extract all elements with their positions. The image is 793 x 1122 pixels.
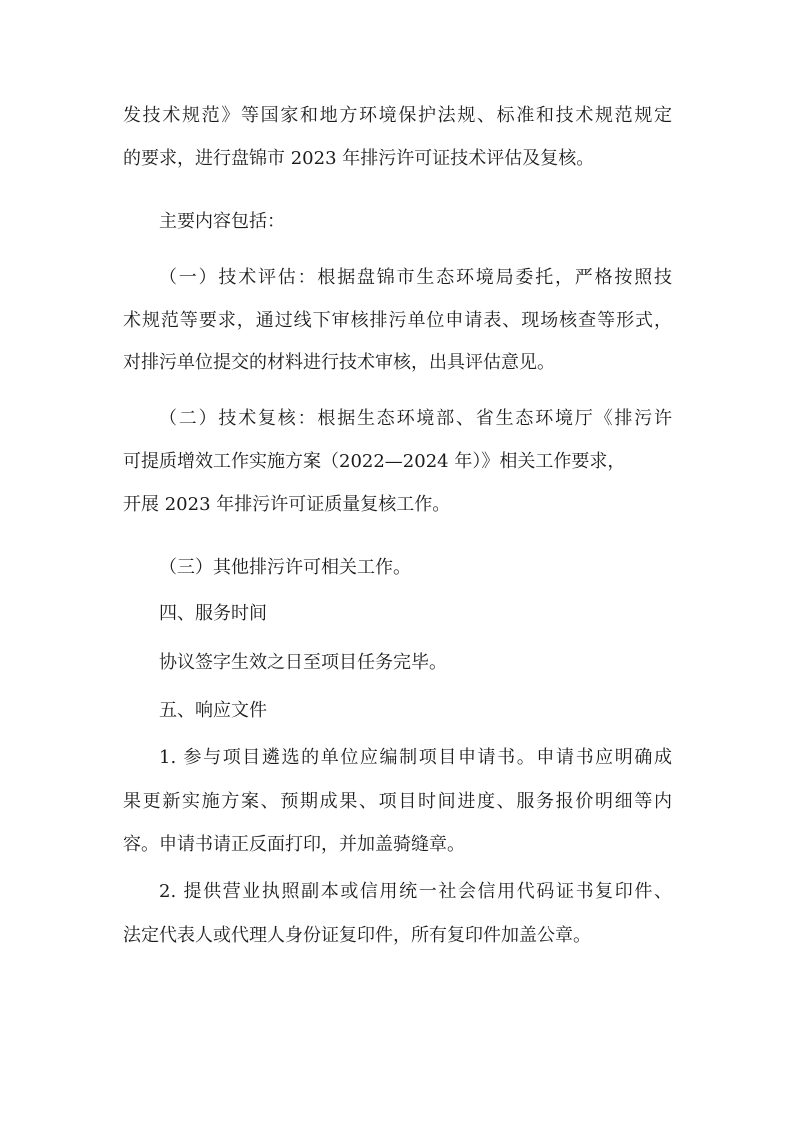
text-line: 2. 提供营业执照副本或信用统一社会信用代码证书复印件、 (159, 881, 672, 902)
section-heading: 四、服务时间 (159, 603, 267, 624)
text-line: 的要求，进行盘锦市 2023 年排污许可证技术评估及复核。 (123, 148, 595, 169)
text-line: 开展 2023 年排污许可证质量复核工作。 (123, 494, 451, 515)
text-line: 法定代表人或代理人身份证复印件，所有复印件加盖公章。 (123, 925, 591, 946)
text-line: 可提质增效工作实施方案（2022—2024 年）》相关工作要求， (123, 451, 626, 472)
text-line: 发技术规范》等国家和地方环境保护法规、标准和技术规范规定 (123, 105, 672, 126)
section-intro: 主要内容包括： (159, 211, 285, 232)
section-heading: 五、响应文件 (159, 700, 267, 721)
text-line: 果更新实施方案、预期成果、项目时间进度、服务报价明细等内 (123, 791, 672, 812)
text-line: （二）技术复核：根据生态环境部、省生态环境厅《排污许 (159, 408, 672, 429)
text-line: 1. 参与项目遴选的单位应编制项目申请书。申请书应明确成 (159, 747, 672, 768)
text-line: 容。申请书请正反面打印，并加盖骑缝章。 (123, 834, 465, 855)
text-line: （一）技术评估：根据盘锦市生态环境局委托，严格按照技 (159, 267, 672, 288)
text-line: 术规范等要求，通过线下审核排污单位申请表、现场核查等形式， (123, 310, 672, 331)
text-line: 协议签字生效之日至项目任务完毕。 (159, 652, 447, 673)
text-line: 对排污单位提交的材料进行技术审核，出具评估意见。 (123, 352, 555, 373)
text-line: （三）其他排污许可相关工作。 (159, 557, 411, 578)
